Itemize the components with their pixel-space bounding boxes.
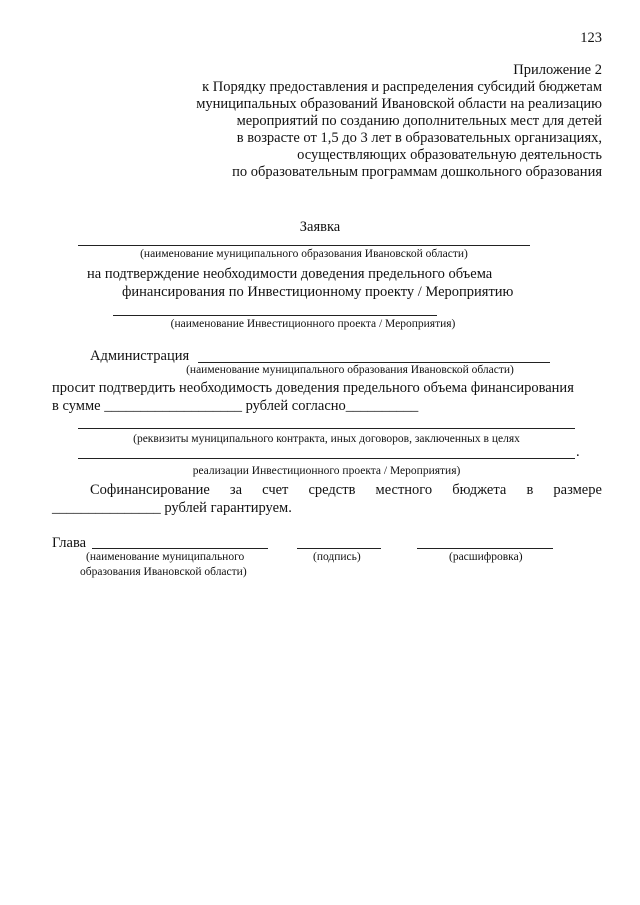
appendix-line: муниципальных образований Ивановской области на реализацию	[196, 96, 602, 112]
according-field[interactable]: __________	[345, 398, 419, 414]
form-title: Заявка	[299, 219, 341, 235]
head-name-hint: (наименование муниципального	[86, 551, 245, 563]
appendix-line: к Порядку предоставления и распределения субсидий бюджетам	[202, 79, 602, 95]
decryption-field[interactable]	[417, 548, 553, 549]
appendix-line: мероприятий по созданию дополнительных мест для детей	[236, 113, 602, 129]
amount-suffix: рублей согласно	[245, 398, 346, 414]
appendix-line: по образовательным программам дошкольного образования	[232, 164, 602, 180]
period: .	[576, 444, 580, 460]
appendix-line: в возрасте от 1,5 до 3 лет в образовательных организациях,	[236, 130, 602, 146]
appendix-title: Приложение 2	[513, 62, 602, 78]
municipality-hint: (наименование муниципального образования Ивановской области)	[140, 248, 468, 260]
amount-prefix: в сумме	[52, 398, 101, 414]
request-line: просит подтвердить необходимость доведения предельного объема финансирования	[52, 380, 574, 396]
guarantee-amount-field[interactable]: _______________	[52, 500, 161, 516]
head-label: Глава	[52, 535, 87, 551]
cofinancing-line	[90, 482, 602, 499]
cofinancing-word: счет	[262, 482, 289, 498]
head-name-field[interactable]	[92, 548, 268, 549]
cofinancing-word: размере	[553, 482, 602, 498]
cofinancing-word: за	[229, 482, 243, 498]
cofinancing-word: бюджета	[452, 482, 507, 498]
purpose-line-1: на подтверждение необходимости доведения предельного объема	[87, 266, 493, 282]
decryption-hint: (расшифровка)	[449, 551, 523, 563]
cofinancing-word: в	[526, 482, 534, 498]
appendix-line: осуществляющих образовательную деятельность	[297, 147, 602, 163]
amount-line	[52, 398, 418, 415]
head-name-hint-2: образования Ивановской области)	[80, 566, 247, 578]
signature-hint: (подпись)	[313, 551, 361, 563]
guarantee-text: рублей гарантируем.	[164, 500, 292, 516]
cofinancing-word: средств	[308, 482, 356, 498]
administration-label: Администрация	[90, 348, 190, 364]
municipality-field[interactable]	[78, 245, 530, 246]
cofinancing-word: местного	[375, 482, 433, 498]
requisites-field[interactable]	[78, 428, 575, 429]
administration-field[interactable]	[198, 362, 550, 363]
signature-field[interactable]	[297, 548, 381, 549]
project-name-field[interactable]	[113, 315, 437, 316]
amount-field[interactable]: ___________________	[104, 398, 242, 414]
requisites-hint: (реквизиты муниципального контракта, иных договоров, заключенных в целях	[133, 433, 520, 445]
project-name-hint: (наименование Инвестиционного проекта / Мероприятия)	[170, 318, 456, 330]
page-number: 123	[580, 30, 602, 46]
requisites-hint-2: реализации Инвестиционного проекта / Мероприятия)	[192, 465, 461, 477]
purpose-line-2: финансирования по Инвестиционному проекту / Мероприятию	[122, 284, 514, 300]
administration-hint: (наименование муниципального образования Ивановской области)	[186, 364, 514, 376]
guarantee-line	[52, 500, 292, 517]
requisites-field-2[interactable]	[78, 458, 575, 459]
cofinancing-word: Софинансирование	[90, 482, 210, 498]
